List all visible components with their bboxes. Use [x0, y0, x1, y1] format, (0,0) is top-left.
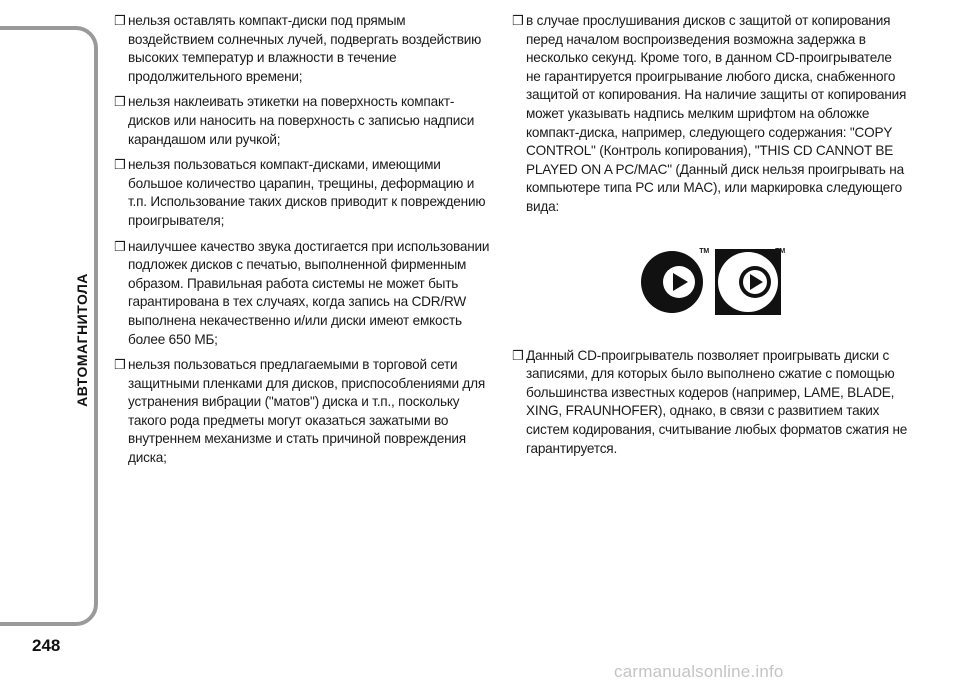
bullet-text: нельзя пользоваться предлагаемыми в торговой сети защитными пленками для дисков, приспособлениями для устранения вибрации ("матов") диска и т.п., поскольку такого рода предметы могут оказаться зажатыми во внутреннем механизме и стать причиной повреждения диска;	[128, 357, 486, 466]
copy-control-logos	[512, 249, 908, 315]
bullet-text: нельзя оставлять компакт-диски под прямым воздействием солнечных лучей, подвергать воздействию высоких температур и влажности в течение продолжительного времени;	[128, 13, 482, 84]
bullet-text: нельзя пользоваться компакт-дисками, имеющими большое количество царапин, трещины, деформацию и т.п. Использование таких дисков приводит к повреждению проигрывателя;	[128, 157, 486, 228]
trademark-label: TM	[699, 247, 709, 255]
bullet-item	[114, 93, 494, 149]
bullet-text: в случае прослушивания дисков с защитой от копирования перед началом воспроизведения возможна задержка в несколько секунд. Кроме того, в данном CD-проигрывателе не гарантируется проигрывание любого диска, снабженного защитой от копирования. На наличие защиты от копирования может указывать надпись мелким шрифтом на обложке компакт-диска, например, следующего содержания: "COPY CONTROL" (Контроль копирования), "THIS CD CANNOT BE PLAYED ON A PC/MAC" (Данный диск нельзя проигрывать на компьютере типа PC или MAC), или маркировка следующего вида:	[526, 13, 907, 214]
bullet-text: нельзя наклеивать этикетки на поверхность компакт-дисков или наносить на поверхность с записью надписи карандашом или ручкой;	[128, 94, 475, 147]
watermark: carmanualsonline.info	[614, 662, 784, 681]
bullet-item	[114, 238, 494, 350]
page-number: 248	[32, 636, 61, 655]
bullet-item	[512, 347, 908, 459]
checkbox-bullet-icon: ❒	[114, 13, 126, 28]
section-label: АВТОМАГНИТОЛА	[74, 273, 90, 407]
left-column	[114, 12, 494, 475]
copy-control-logo-square	[715, 247, 785, 315]
checkbox-bullet-icon: ❒	[114, 357, 126, 373]
copy-control-disc-square-icon	[715, 249, 781, 315]
bullet-item	[512, 12, 908, 217]
right-column	[512, 12, 908, 465]
copy-control-disc-dark-icon	[639, 249, 705, 315]
bullet-text: Данный CD-проигрыватель позволяет проигрывать диски с записями, для которых было выполнено сжатие с помощью большинства известных кодеров (например, LAME, BLADE, XING, FRAUNHOFER), однако, в связи с развитием таких систем кодирования, считывание любых форматов сжатия не гарантируется.	[526, 347, 908, 456]
bullet-item	[114, 356, 494, 468]
checkbox-bullet-icon: ❒	[114, 238, 126, 254]
checkbox-bullet-icon: ❒	[114, 94, 126, 110]
checkbox-bullet-icon: ❒	[512, 13, 524, 28]
checkbox-bullet-icon: ❒	[512, 347, 524, 363]
bullet-item	[114, 12, 494, 86]
checkbox-bullet-icon: ❒	[114, 157, 126, 173]
bullet-text: наилучшее качество звука достигается при использовании подложек дисков с печатью, выполненной фирменным образом. Правильная работа системы не может быть гарантирована в тех случаях, когда запись на CDR/RW выполнена некачественно и/или диски имеют емкость более 650 МБ;	[128, 238, 490, 347]
copy-control-logo-dark	[639, 247, 709, 315]
trademark-label: TM	[775, 247, 785, 255]
bullet-item	[114, 156, 494, 230]
